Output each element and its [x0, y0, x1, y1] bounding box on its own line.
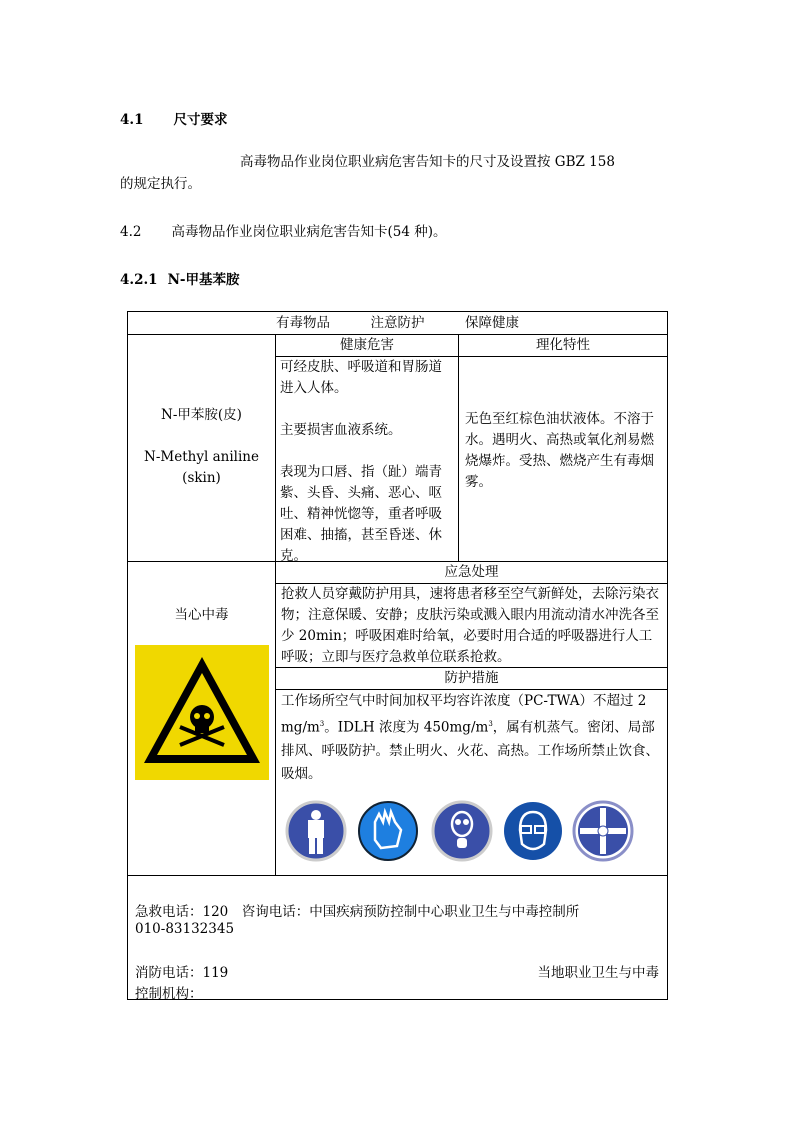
- gloves-icon: [357, 800, 419, 862]
- superscript: 3: [319, 720, 325, 728]
- protect-text-part: ，属有机蒸气。密闭、局部排风、呼吸防护。禁止明火、火花、高热。工作场所禁止饮食、吸烟。: [281, 719, 659, 782]
- section-number: 4.2.1: [120, 272, 158, 288]
- section-title: 尺寸要求: [173, 112, 228, 128]
- ventilation-icon: [572, 800, 634, 862]
- contact-footer: [127, 875, 668, 1000]
- paragraph-cont: 的规定执行。: [120, 176, 201, 192]
- warning-label: 当心中毒: [174, 607, 229, 623]
- local-agency-label: 当地职业卫生与中毒: [537, 965, 659, 981]
- section-title: N-甲基苯胺: [167, 272, 240, 288]
- emergency-text: 抢救人员穿戴防护用具，速将患者移至空气新鲜处，去除污染衣物；注意保暖、安静；皮肤污染或溅入眼内用流动清水冲洗各至少 20min；呼吸困难时给氧，必要时用合适的呼吸器进行人工呼吸；立即与医疗急救单位联系抢救。: [275, 583, 668, 668]
- phys-header: 理化特性: [458, 334, 668, 357]
- section-number: 4.2: [120, 224, 142, 240]
- control-agency-label: 控制机构：: [135, 986, 203, 1002]
- fire-phone: 消防电话：119: [135, 965, 229, 981]
- health-hazards: [275, 356, 459, 562]
- emergency-header: 应急处理: [275, 561, 668, 584]
- gas-mask-icon: [431, 800, 493, 862]
- toxic-warning-sign-icon: [135, 645, 269, 780]
- consult-phone-number: 010-83132345: [135, 921, 235, 937]
- goggles-icon: [502, 800, 564, 862]
- protect-header: 防护措施: [275, 667, 668, 690]
- section-4-1: [120, 108, 228, 128]
- section-title: 高毒物品作业岗位职业病危害告知卡(54 种)。: [171, 224, 447, 240]
- health-entry: 主要损害血液系统。: [280, 422, 402, 438]
- paragraph: 高毒物品作业岗位职业病危害告知卡的尺寸及设置按 GBZ 158: [240, 154, 615, 170]
- phys-props: 无色至红棕色油状液体。不溶于水。遇明火、高热或氧化剂易燃烧爆炸。受热、燃烧产生有毒烟雾。: [458, 356, 668, 562]
- card-banner: 有毒物品 注意防护 保障健康: [127, 311, 668, 335]
- protective-suit-icon: [285, 800, 347, 862]
- chemical-name-cn: N-甲苯胺(皮): [161, 407, 242, 423]
- section-4-2-1: [120, 268, 240, 288]
- section-number: 4.1: [120, 112, 144, 128]
- health-entry: 表现为口唇、指（趾）端青紫、头昏、头痛、恶心、呕吐、精神恍惚等，重者呼吸困难、抽搐，甚至昏迷、休克。: [280, 464, 442, 564]
- health-header: 健康危害: [275, 334, 459, 357]
- chemical-name-en: N-Methyl aniline (skin): [144, 449, 259, 486]
- section-4-2: [120, 220, 447, 240]
- protect-text-part: 。IDLH 浓度为 450mg/m: [324, 719, 489, 736]
- emergency-phone: 急救电话：120 咨询电话：中国疾病预防控制中心职业卫生与中毒控制所: [135, 904, 580, 920]
- health-entry: 可经皮肤、呼吸道和胃肠道进入人体。: [280, 359, 442, 396]
- protect-text-part: 工作场所空气中时间加权平均容许浓度（PC-TWA）不超过 2 mg/m: [281, 693, 647, 736]
- superscript: 3: [488, 720, 493, 728]
